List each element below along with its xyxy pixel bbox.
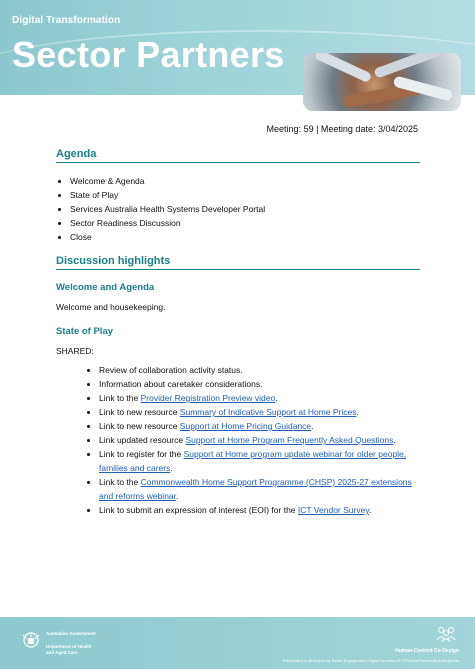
gov-name: Australian Government — [46, 631, 96, 636]
webinar-registration-link[interactable]: Support at Home program update webinar for older people, families and carers — [99, 449, 407, 473]
header-kicker: Digital Transformation — [12, 15, 121, 26]
list-item: • Welcome & Agenda — [70, 174, 265, 188]
list-item: • Link to register for the Support at Home program update webinar for older people, families and carers. — [99, 447, 419, 475]
list-item: • Services Australia Health Systems Developer Portal — [70, 202, 265, 216]
chsp-webinar-link[interactable]: Commonwealth Home Support Programme (CHSP) 2025-27 extensions and reforms webinar — [99, 477, 412, 501]
faq-link[interactable]: Support at Home Program Frequently Asked Questions — [185, 435, 394, 445]
list-item: • Information about caretaker considerations. — [99, 377, 419, 391]
page-title: Sector Partners — [12, 34, 285, 75]
list-item: • Link to new resource Support at Home Pricing Guidance. — [99, 419, 419, 433]
footer-note: This product is developed by Sector Engagement | Digital Services | E: DTSectorPartners@health.gov.au — [282, 659, 459, 663]
human-centred-codesign-label: Human-Centred Co-Design — [395, 648, 459, 654]
dept-name-line2: and Aged Care — [46, 650, 78, 655]
meeting-info: Meeting: 59 | Meeting date: 3/04/2025 — [266, 124, 418, 134]
agenda-list — [56, 174, 265, 244]
list-item: • State of Play — [70, 188, 265, 202]
list-item: • Link to the Provider Registration Preview video. — [99, 391, 419, 405]
state-of-play-list — [88, 363, 419, 517]
footer-band — [0, 617, 475, 669]
hands-together-photo — [303, 53, 461, 111]
welcome-text: Welcome and housekeeping. — [56, 302, 166, 312]
ict-vendor-survey-link[interactable]: ICT Vendor Survey — [297, 505, 369, 515]
welcome-subheading: Welcome and Agenda — [56, 282, 155, 293]
list-item: • Sector Readiness Discussion — [70, 216, 265, 230]
people-group-icon — [435, 625, 457, 643]
pricing-guidance-link[interactable]: Support at Home Pricing Guidance — [179, 421, 312, 431]
government-logo — [20, 629, 110, 661]
discussion-heading: Discussion highlights — [56, 255, 420, 270]
list-item: • Close — [70, 230, 265, 244]
agenda-heading: Agenda — [56, 148, 420, 163]
list-item: • Link updated resource Support at Home Program Frequently Asked Questions. — [99, 433, 419, 447]
dept-name-line1: Department of Health — [46, 644, 92, 649]
provider-registration-video-link[interactable]: Provider Registration Preview video — [140, 393, 276, 403]
list-item: • Link to new resource Summary of Indicative Support at Home Prices. — [99, 405, 419, 419]
state-of-play-subheading: State of Play — [56, 326, 114, 337]
list-item: • Review of collaboration activity status. — [99, 363, 419, 377]
list-item: • Link to the Commonwealth Home Support Programme (CHSP) 2025-27 extensions and reforms webinar. — [99, 475, 419, 503]
shared-label: SHARED: — [56, 346, 94, 356]
list-item: • Link to submit an expression of interest (EOI) for the ICT Vendor Survey. — [99, 503, 419, 517]
coat-of-arms-icon — [20, 629, 42, 651]
indicative-prices-link[interactable]: Summary of Indicative Support at Home Prices — [179, 407, 357, 417]
